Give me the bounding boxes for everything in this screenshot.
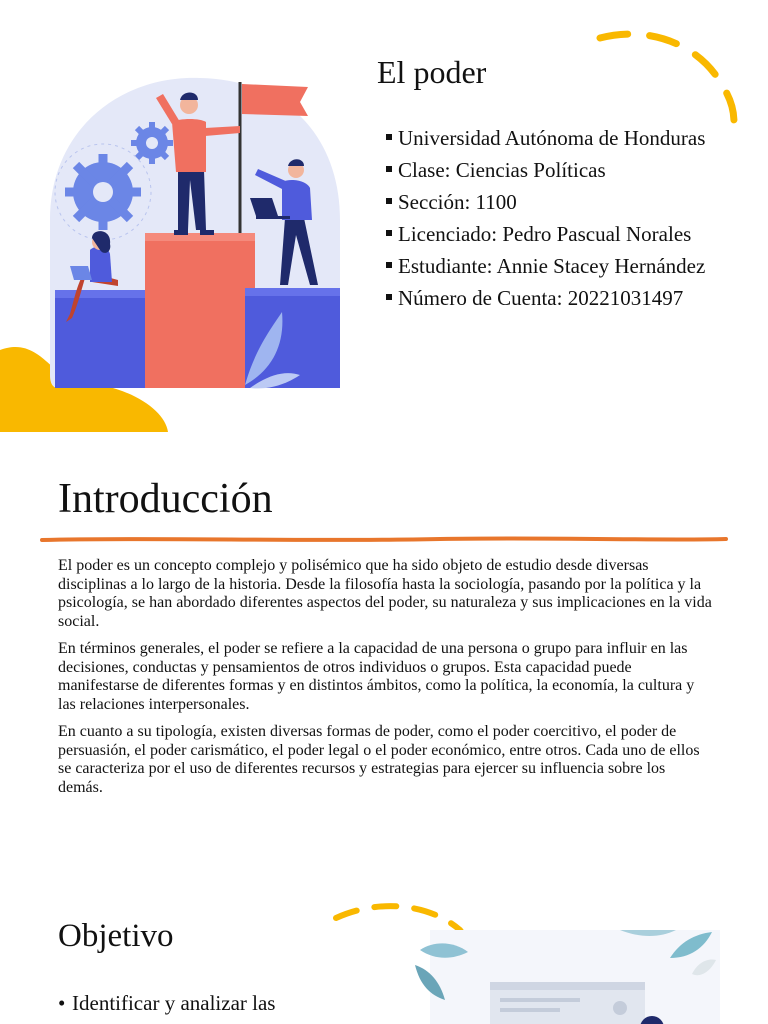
slide-title: El poder xyxy=(377,54,487,90)
left-pedestal xyxy=(55,290,155,388)
info-account-number: Número de Cuenta: 20221031497 xyxy=(384,286,734,311)
info-professor: Licenciado: Pedro Pascual Norales xyxy=(384,222,734,247)
bullet: • xyxy=(58,991,66,1015)
introduction-title: Introducción xyxy=(58,476,273,522)
title-underline xyxy=(40,533,728,547)
gear-icon xyxy=(65,154,141,230)
info-section: Sección: 1100 xyxy=(384,190,734,215)
gear-icon xyxy=(131,122,173,164)
info-student: Estudiante: Annie Stacey Hernández xyxy=(384,254,734,279)
paragraph: El poder es un concepto complejo y polisémico que ha sido objeto de estudio desde diversas disciplinas a lo largo de la historia. Desde la filosofía hasta la sociología, pasando por la política y la psicología, se han abordado diferentes aspectos del poder, su naturaleza y sus implicaciones en la vida social. xyxy=(58,557,712,630)
introduction-body xyxy=(58,557,714,806)
info-class: Clase: Ciencias Políticas xyxy=(384,158,734,183)
objective-item xyxy=(58,990,318,1016)
objective-text: Identificar y analizar las xyxy=(72,991,276,1015)
paragraph: En términos generales, el poder se refiere a la capacidad de una persona o grupo para influir en las decisiones, conductas y pensamientos de otros individuos o grupos. Esta capacidad puede manifestarse de diferentes formas y en distintos ámbitos, como la política, la economía, la cultura y las relaciones interpersonales. xyxy=(58,640,695,713)
objective-illustration xyxy=(320,890,768,1024)
info-university: Universidad Autónoma de Honduras xyxy=(384,126,734,151)
info-list xyxy=(384,126,734,318)
introduction-slide xyxy=(0,460,768,860)
flag-icon xyxy=(242,84,308,116)
center-pedestal xyxy=(145,233,255,388)
paragraph: En cuanto a su tipología, existen diversas formas de poder, como el poder coercitivo, el poder de persuasión, el poder carismático, el poder legal o el poder económico, entre otros. Cada uno de ellos se caracteriza por el uso de diferentes recursos y estrategias para ejercer su influencia sobre los demás. xyxy=(58,723,700,796)
power-illustration xyxy=(0,30,360,440)
objective-list xyxy=(58,990,318,1016)
objective-slide xyxy=(0,890,768,1024)
title-slide xyxy=(0,0,768,440)
objective-title: Objetivo xyxy=(58,918,174,954)
